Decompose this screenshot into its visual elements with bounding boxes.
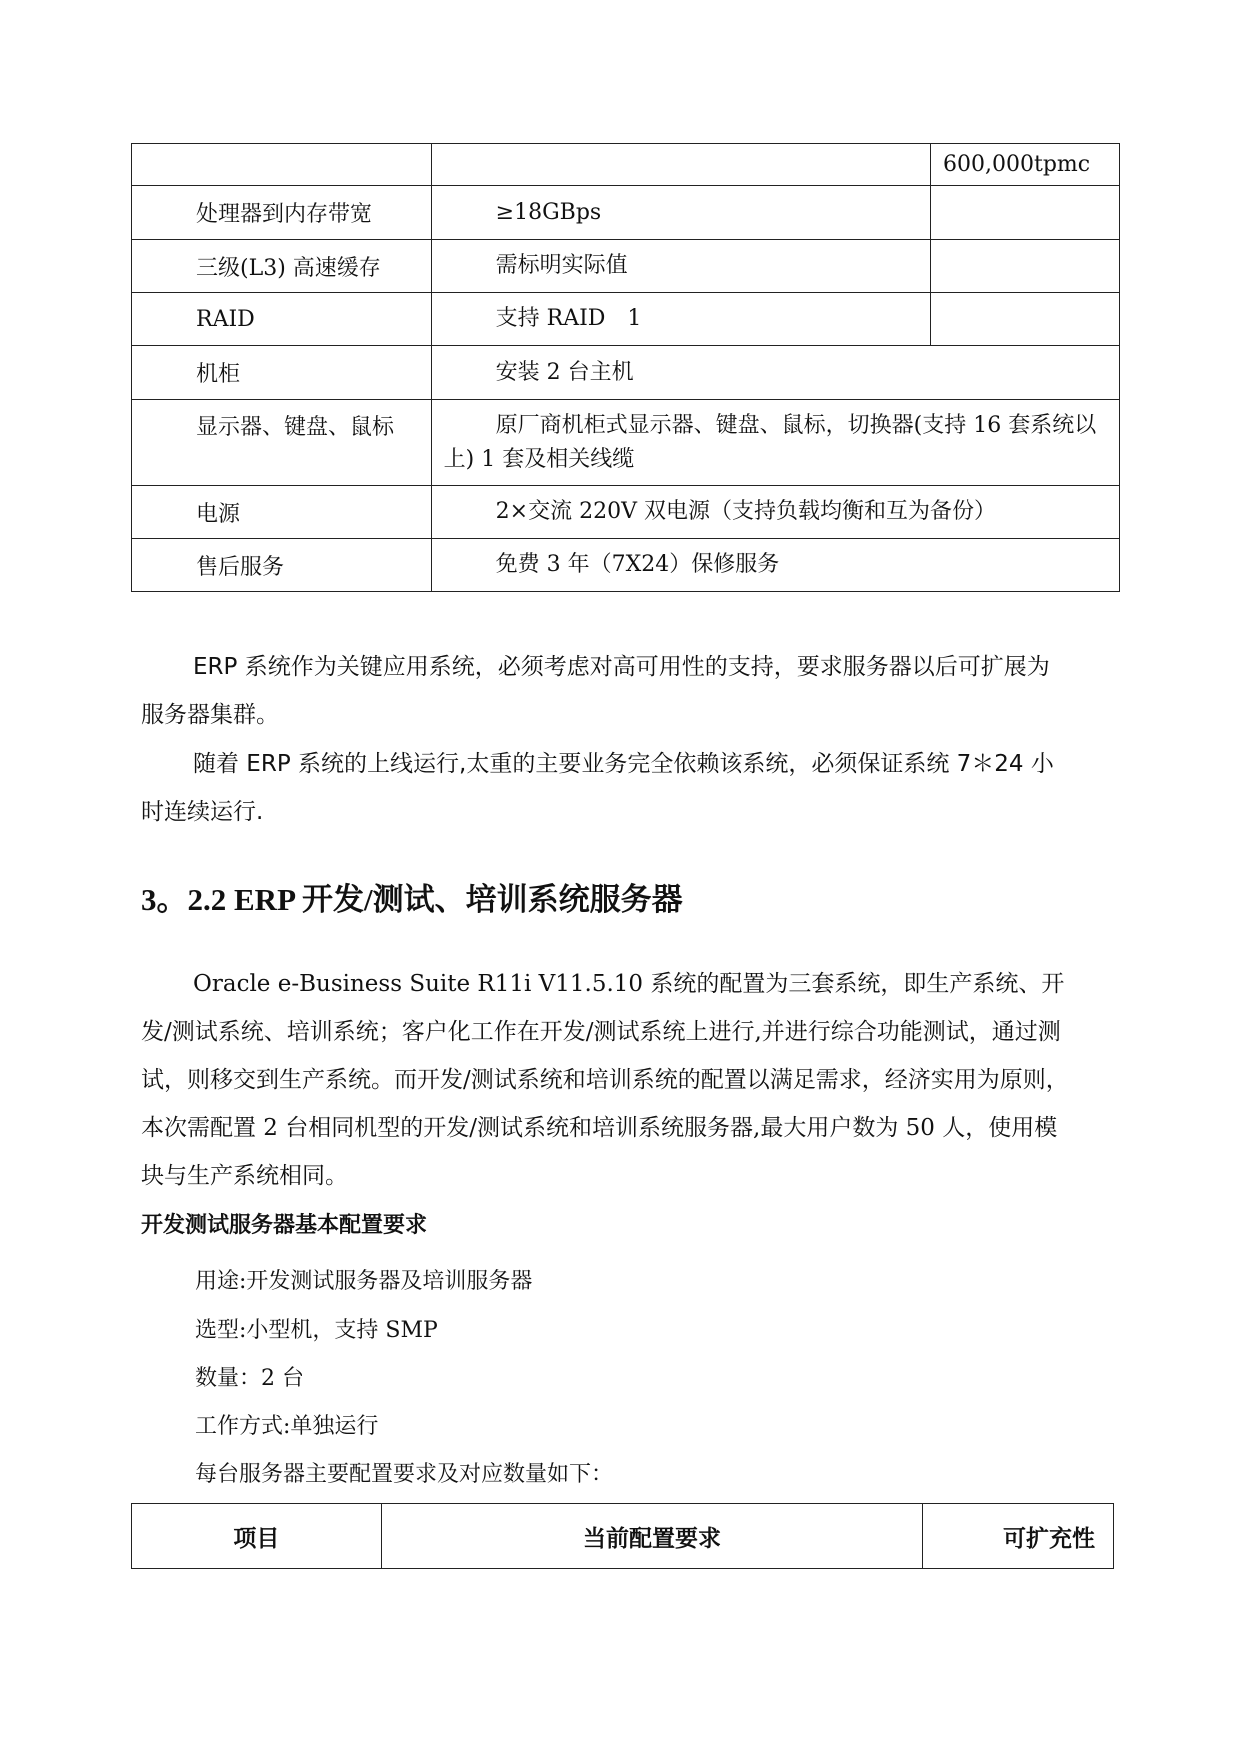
table-row <box>132 293 1120 346</box>
paragraph-ha <box>141 643 1071 739</box>
spec-table <box>131 143 1120 592</box>
table-row <box>132 240 1120 293</box>
item-cell: RAID <box>132 293 432 346</box>
paragraph-ha-text: ERP 系统作为关键应用系统，必须考虑对高可用性的支持，要求服务器以后可扩展为服务器集群。 <box>141 654 1050 728</box>
mode-line: 工作方式:单独运行 <box>195 1414 379 1439</box>
table-header-row <box>132 1504 1114 1569</box>
item-cell <box>132 144 432 186</box>
header-item: 项目 <box>132 1504 382 1569</box>
extension-cell <box>931 240 1120 293</box>
requirement-cell: 2×交流 220V 双电源（支持负载均衡和互为备份） <box>431 486 1119 539</box>
paragraph-24x7-text: 随着 ERP 系统的上线运行,太重的主要业务完全依赖该系统，必须保证系统 7＊24 小时连续运行. <box>141 751 1054 825</box>
intro-line: 每台服务器主要配置要求及对应数量如下： <box>195 1462 614 1487</box>
subheading: 开发测试服务器基本配置要求 <box>141 1213 428 1238</box>
item-cell: 售后服务 <box>132 539 432 592</box>
item-cell: 三级(L3) 高速缓存 <box>132 240 432 293</box>
extension-cell <box>931 293 1120 346</box>
quantity-line: 数量：2 台 <box>195 1366 304 1391</box>
requirement-cell: 原厂商机柜式显示器、键盘、鼠标，切换器(支持 16 套系统以上) 1 套及相关线缆 <box>431 400 1119 486</box>
extension-cell <box>931 186 1120 240</box>
requirement-cell: 需标明实际值 <box>431 240 930 293</box>
requirement-cell <box>431 144 930 186</box>
item-cell: 电源 <box>132 486 432 539</box>
usage-line: 用途:开发测试服务器及培训服务器 <box>195 1269 533 1294</box>
header-requirement: 当前配置要求 <box>381 1504 922 1569</box>
item-cell: 机柜 <box>132 346 432 400</box>
paragraph-config <box>141 960 1071 1200</box>
requirement-cell: ≥18GBps <box>431 186 930 240</box>
requirement-cell: 安装 2 台主机 <box>431 346 1119 400</box>
table-row <box>132 346 1120 400</box>
extension-cell: 600,000tpmc <box>931 144 1120 186</box>
table-row <box>132 539 1120 592</box>
item-cell: 处理器到内存带宽 <box>132 186 432 240</box>
paragraph-config-text: Oracle e-Business Suite R11i V11.5.10 系统的配置为三套系统，即生产系统、开发/测试系统、培训系统；客户化工作在开发/测试系统上进行,并进行综合功能测试，通过测试，则移交到生产系统。而开发/测试系统和培训系统的配置以满足需求，经济实用为原则，本次需配置 2 台相同机型的开发/测试系统和培训系统服务器,最大用户数为 50 人，使用模块与生产系统相同。 <box>141 971 1069 1189</box>
config-header-table <box>131 1503 1114 1569</box>
model-line: 选型:小型机，支持 SMP <box>195 1318 438 1343</box>
table-row <box>132 400 1120 486</box>
header-extension: 可扩充性 <box>923 1504 1114 1569</box>
table-row <box>132 144 1120 186</box>
item-cell: 显示器、键盘、鼠标 <box>132 400 432 486</box>
section-heading: 3。2.2 ERP 开发/测试、培训系统服务器 <box>141 882 683 917</box>
requirement-cell: 支持 RAID 1 <box>431 293 930 346</box>
table-row <box>132 186 1120 240</box>
requirement-cell: 免费 3 年（7X24）保修服务 <box>431 539 1119 592</box>
paragraph-24x7 <box>141 740 1071 836</box>
table-row <box>132 486 1120 539</box>
